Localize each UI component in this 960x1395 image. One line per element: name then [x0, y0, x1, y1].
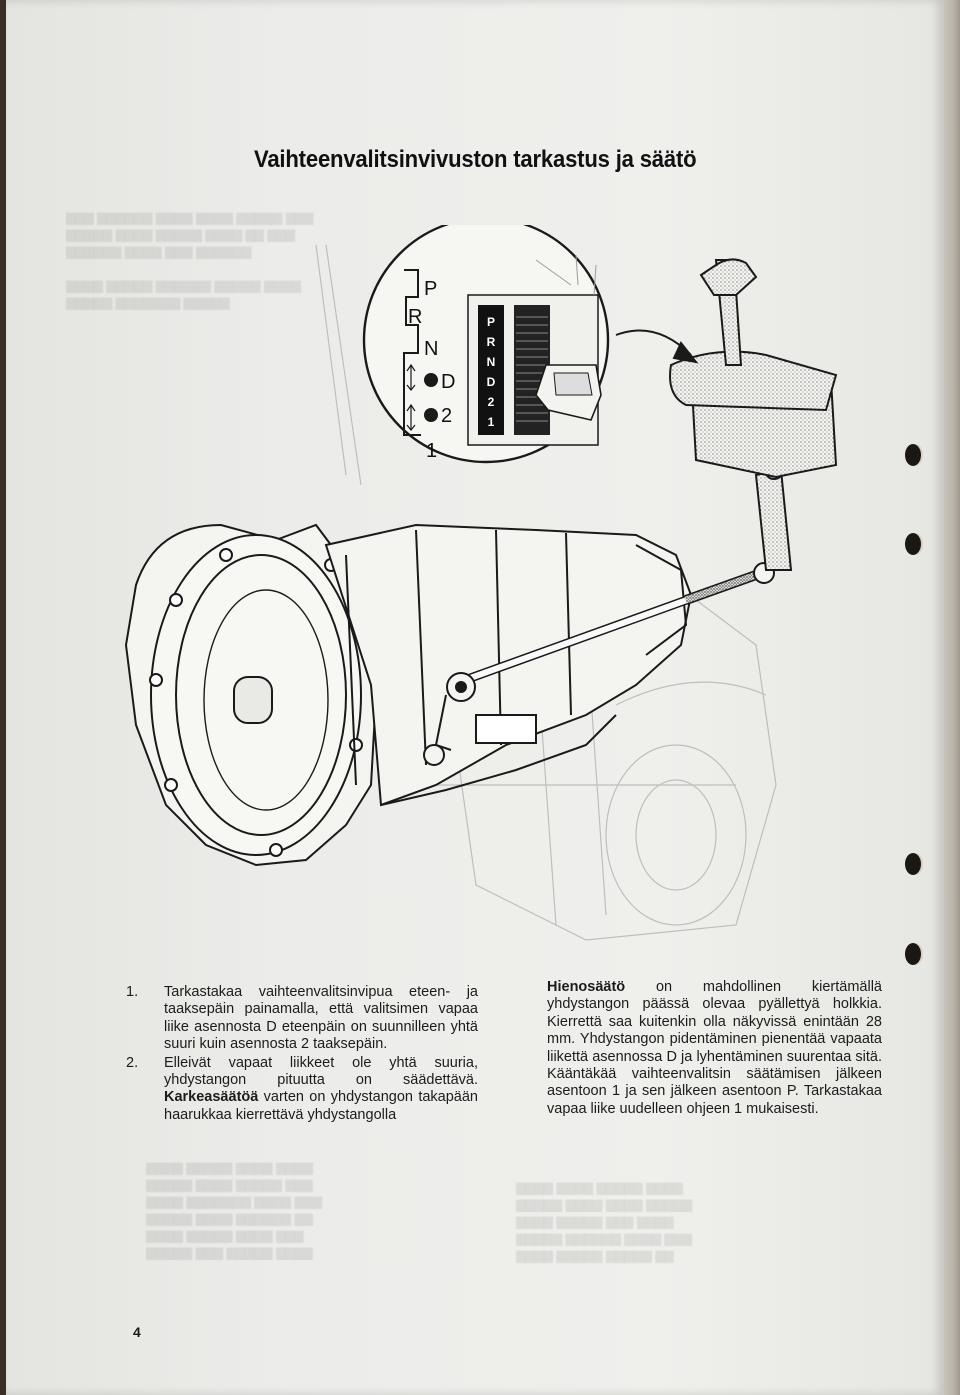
gate-label-n: N — [424, 338, 439, 360]
next-page-edge — [944, 0, 960, 1395]
instruction-item-2 — [126, 1055, 478, 1125]
item-number: 1. — [126, 984, 139, 1000]
item-text — [164, 1055, 478, 1125]
instruction-item-1 — [126, 984, 478, 1054]
bold-term: Hienosäätö — [547, 979, 626, 995]
show-through-text: ▇▇▇▇ ▇▇▇▇ ▇▇▇▇▇ ▇▇▇▇ ▇▇▇▇▇ ▇▇▇▇ ▇▇▇▇ ▇▇▇▇▇ ▇▇▇▇ ▇▇▇▇▇ ▇▇▇ ▇▇▇▇ ▇▇▇▇▇ ▇▇▇▇▇▇ ▇▇▇▇ ▇▇▇ ▇▇▇▇ ▇▇▇▇▇ ▇▇▇▇▇ ▇▇ — [516, 1181, 693, 1263]
instructions-right-column — [547, 979, 882, 1118]
indicator-letter-r: R — [486, 335, 496, 349]
indicator-letter-2: 2 — [487, 395, 495, 409]
item-text-intro: Elleivät vapaat liikkeet ole yhtä suuria, yhdystangon pituutta on säädettävä. — [164, 1054, 478, 1089]
show-through-text: ▇▇▇▇ ▇▇▇▇▇ ▇▇▇▇ ▇▇▇▇ ▇▇▇▇▇ ▇▇▇▇ ▇▇▇▇▇ ▇▇▇ ▇▇▇▇ ▇▇▇▇▇▇▇ ▇▇▇▇ ▇▇▇ ▇▇▇▇▇ ▇▇▇▇ ▇▇▇▇▇▇ ▇▇ ▇▇▇▇ ▇▇▇▇▇ ▇▇▇▇ ▇▇▇ ▇▇▇▇▇ ▇▇▇ ▇▇▇▇▇ ▇▇▇▇ — [146, 1161, 323, 1260]
indicator-letter-1: 1 — [487, 415, 495, 429]
instructions-left-column — [126, 984, 478, 1125]
page-number: 4 — [133, 1324, 141, 1340]
page-title: Vaihteenvalitsinvivuston tarkastus ja säätö — [254, 146, 697, 173]
gate-label-p: P — [424, 278, 438, 300]
binder-hole-2 — [905, 533, 921, 555]
gate-label-2: 2 — [441, 405, 453, 427]
indicator-letter-n: N — [486, 355, 496, 369]
indicator-letter-p: P — [486, 315, 496, 329]
gate-label-d: D — [441, 371, 456, 393]
paragraph-text: on mahdollinen kiertämällä yhdystangon päässä olevaa pyällettyä holkkia. Kierrettä saa kuitenkin olla näkyvissä enintään 28 mm. Yhdystangon pidentäminen pienentää vapaata liikettä asennossa D ja lyhentäminen suurentaa sitä. Kääntäkää vaihteenvalitsin säätämisen jälkeen asentoon 1 ja sen jälkeen asentoon P. Tarkastakaa vapaa liike uudelleen ohjeen 1 mukaisesti. — [547, 979, 882, 1117]
gate-label-r: R — [408, 306, 423, 328]
show-through-text: ▇▇▇ ▇▇▇▇▇▇ ▇▇▇▇ ▇▇▇▇ ▇▇▇▇▇ ▇▇▇ ▇▇▇▇▇ ▇▇▇▇ ▇▇▇▇▇ ▇▇▇▇ ▇▇ ▇▇▇ ▇▇▇▇▇▇ ▇▇▇▇ ▇▇▇ ▇▇▇▇▇▇ ▇▇▇▇ ▇▇▇▇▇ ▇▇▇▇▇▇ ▇▇▇▇▇ ▇▇▇▇ ▇▇▇▇▇ ▇▇▇▇▇▇▇ ▇▇▇▇▇ — [66, 211, 314, 310]
callout-arrow — [616, 331, 696, 363]
document-page — [6, 0, 944, 1395]
binder-hole-3 — [905, 853, 921, 875]
transmission-illustration — [116, 225, 946, 965]
item-text: Tarkastakaa vaihteenvalitsinvipua eteen- ja taaksepäin painamalla, että valitsimen vapaa liike asennosta D eteenpäin on suunnilleen yhtä suuri kuin asennosta 2 taaksepäin. — [164, 984, 478, 1053]
gate-label-1: 1 — [426, 440, 438, 462]
item-text-rest: varten on yhdystangon takapään haarukkaa kierrettävä yhdystangolla — [164, 1089, 478, 1123]
binder-hole-4 — [905, 943, 921, 965]
indicator-letter-d: D — [486, 375, 496, 389]
bold-term: Karkeasäätöä — [164, 1089, 259, 1106]
binder-hole-1 — [905, 444, 921, 466]
item-number: 2. — [126, 1054, 139, 1071]
shifter-assembly — [670, 259, 836, 570]
